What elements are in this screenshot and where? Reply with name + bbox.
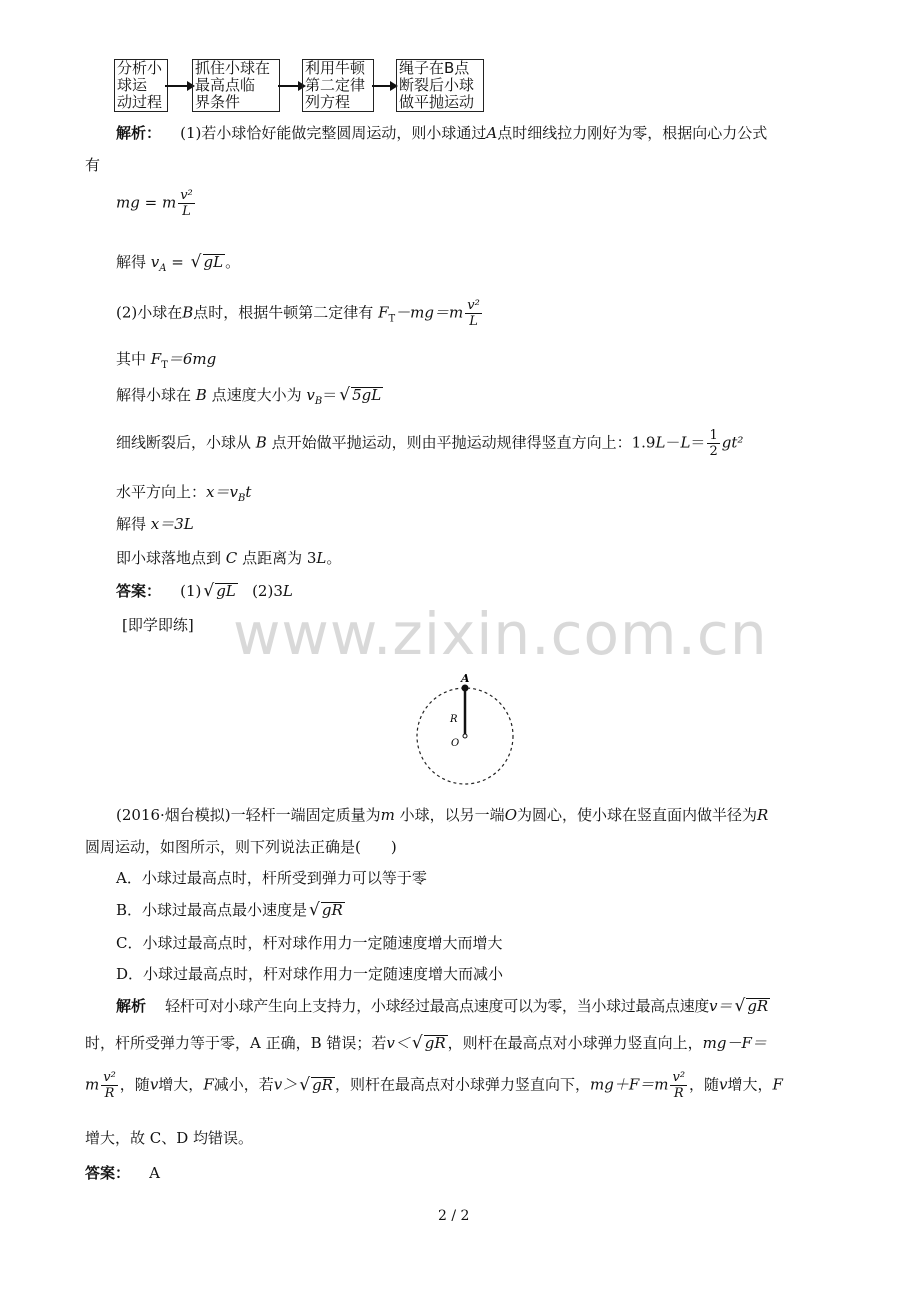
fraction: $\frac{1}{2}$ [709, 428, 718, 459]
flow-arrow [165, 85, 187, 87]
answer-1: 答案： (1) √ gL (2)3L [116, 581, 293, 601]
solution-line-1b: 有 [85, 156, 101, 174]
sqrt-icon: √ [203, 581, 215, 601]
option-d: D．小球过最高点时，杆对球作用力一定随速度增大而减小 [116, 965, 504, 983]
projectile-horizontal: 水平方向上：$x=v_Bt$ [116, 483, 252, 504]
ball [462, 685, 469, 692]
result-x: 解得 x＝3L [116, 515, 194, 533]
sqrt-icon: √ [339, 385, 351, 405]
practice-title: [即学即练] [122, 616, 194, 634]
equation-centripetal: mg = m $\frac{\text{v²}}{L}$ [116, 188, 193, 219]
solution-line-1: 解析： (1)若小球恰好能做完整圆周运动，则小球通过A点时细线拉力刚好为零，根据向心力公式 [116, 124, 768, 142]
option-b: B．小球过最高点最小速度是 √ gR [116, 900, 343, 920]
label-R: R [450, 714, 458, 725]
result-distance: 即小球落地点到 C 点距离为 3L。 [116, 549, 342, 567]
part2-newton: (2)小球在B点时，根据牛顿第二定律有 $F_T-mg=m$ $\frac{\text{v²}}{L}$ [116, 298, 480, 329]
option-a: A．小球过最高点时，杆所受到弹力可以等于零 [116, 869, 427, 887]
circle-rod-figure [410, 670, 520, 790]
label-A: A [461, 672, 470, 685]
page-number: 2 / 2 [438, 1208, 470, 1224]
flow-box-critical: 抓住小球在 最高点临 界条件 [192, 59, 280, 112]
fraction: $\frac{\text{v²}}{R}$ [103, 1070, 116, 1101]
option-c: C．小球过最高点时，杆对球作用力一定随速度增大而增大 [116, 934, 503, 952]
watermark: www.zixin.com.cn [233, 600, 768, 668]
label-O: O [451, 738, 460, 749]
projectile-vertical: 细线断裂后，小球从 B 点开始做平抛运动，则由平抛运动规律得竖直方向上：1.9L－L＝ $\frac{1}{2}$ gt² [116, 428, 744, 459]
answer-2: 答案： A [85, 1164, 160, 1182]
fraction: $\frac{\text{v²}}{L}$ [467, 298, 480, 329]
fraction: $\frac{\text{v²}}{R}$ [672, 1070, 686, 1101]
tension-value: 其中 $F_T=6mg$ [116, 350, 217, 371]
result-va: 解得 $v_A$ = √ gL 。 [116, 252, 241, 274]
center-point [463, 734, 467, 738]
flow-arrow [372, 85, 390, 87]
sqrt-icon: √ [734, 996, 746, 1016]
fraction: $\frac{\text{v²}}{L}$ [180, 188, 193, 219]
question-line-1: (2016·烟台模拟)一轻杆一端固定质量为m 小球，以另一端O为圆心，使小球在竖直面内做半径为R [116, 806, 769, 824]
result-vb: 解得小球在 B 点速度大小为 $v_B=$ √ 5gL [116, 385, 382, 407]
sqrt-icon: √ [309, 900, 320, 920]
sqrt-icon: √ [411, 1033, 423, 1053]
sqrt-icon: √ [299, 1074, 311, 1095]
question-line-2: 圆周运动，如图所示，则下列说法正确是( ) [85, 838, 397, 856]
flow-box-newton: 利用牛顿 第二定律 列方程 [302, 59, 374, 112]
flow-box-analyze: 分析小 球运 动过程 [114, 59, 168, 112]
sqrt-icon: √ [190, 252, 202, 272]
solution2-line-4: 增大，故 C、D 均错误。 [85, 1129, 254, 1147]
solution2-line-3: m $\frac{\text{v²}}{R}$ ，随v增大，F减小，若v＞ √ gR ，则杆在最高点对小球弹力竖直向下，mg＋F＝m $\frac{\text{v²}}{R}$ ，随v增大，F [85, 1070, 783, 1101]
solution2-line-2: 时，杆所受弹力等于零，A 正确，B 错误；若v＜ √ gR ，则杆在最高点对小球弹力竖直向上，mg－F＝ [85, 1033, 767, 1053]
flow-box-projectile: 绳子在B点 断裂后小球 做平抛运动 [396, 59, 484, 112]
solution2-line-1: 解析 轻杆可对小球产生向上支持力，小球经过最高点速度可以为零，当小球过最高点速度v＝ √ gR [116, 996, 769, 1016]
flow-arrow [278, 85, 298, 87]
solution-label: 解析： [116, 124, 162, 142]
